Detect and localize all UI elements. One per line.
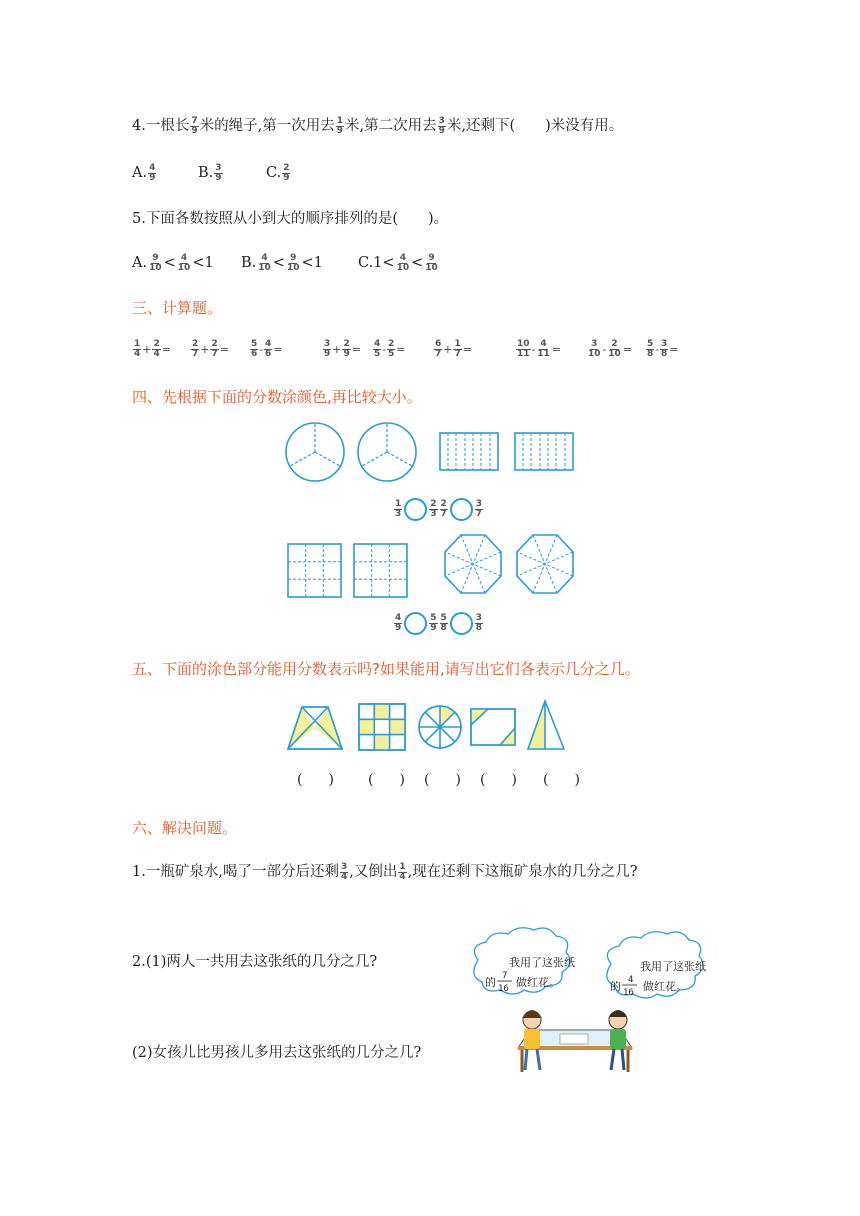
- q5-option-a: A. $\frac{9}{10}$ < $\frac{4}{10}$ <1: [132, 252, 214, 273]
- rect-sevenths-figure: [515, 433, 573, 470]
- fraction: $\frac{3}{7}$: [475, 499, 483, 519]
- compare-circle-1[interactable]: [404, 498, 427, 521]
- bubble-left-pre: 的: [485, 976, 496, 989]
- bubble-left-post: 做红花。: [516, 976, 560, 989]
- calc-item: $\frac{1}{4}$ + $\frac{2}{4}$ =: [134, 339, 171, 359]
- bubble-left-num: 7: [502, 971, 508, 981]
- square-ninths-figure: [354, 544, 407, 597]
- circle-thirds-figure: [358, 423, 416, 481]
- bubble-left-den: 16: [498, 984, 509, 994]
- bubble-left-line1: 我用了这张纸: [509, 956, 575, 969]
- answer-blank-3[interactable]: ( ): [424, 772, 461, 788]
- fraction: $\frac{2}{3}$: [430, 499, 437, 519]
- answer-blank-4[interactable]: ( ): [480, 772, 517, 788]
- bubble-right-pre: 的: [610, 980, 621, 993]
- calc-item: $\frac{5}{6}$ - $\frac{4}{6}$ =: [251, 339, 283, 359]
- q5-option-c: C.1< $\frac{4}{10}$ < $\frac{9}{10}$: [358, 252, 438, 273]
- answer-blank-1[interactable]: ( ): [297, 772, 334, 788]
- fraction: $\frac{4}{9}$: [395, 613, 402, 633]
- bubble-right-num: 4: [628, 975, 634, 985]
- children-at-table-illustration: [518, 1010, 632, 1072]
- calc-item: $\frac{3}{10}$ - $\frac{2}{10}$ =: [588, 339, 632, 359]
- bubble-right-post: 做红花。: [643, 980, 687, 993]
- q5-text: 5.下面各数按照从小到大的顺序排列的是( )。: [132, 211, 449, 227]
- section6-q1: 1.一瓶矿泉水,喝了一部分后还剩 $\frac{3}{4}$ ,又倒出 $\frac{1}{4}$ ,现在还剩下这瓶矿泉水的几分之几?: [132, 861, 638, 882]
- square-ninths-figure: [288, 544, 341, 597]
- fraction: $\frac{3}{9}$: [438, 115, 445, 136]
- bubble-right-den: 16: [623, 988, 634, 998]
- triangle-shaded-figure: [528, 701, 564, 749]
- q4-text: 4.一根长 $\frac{7}{9}$ 米的绳子,第一次用去 $\frac{1}{9}$ 米,第二次用去 $\frac{3}{9}$ 米,还剩下( )米没有用。: [132, 115, 624, 136]
- section4-title: 四、先根据下面的分数涂颜色,再比较大小。: [132, 388, 422, 406]
- octagon-eighths-figure: [445, 535, 501, 593]
- calc-item: $\frac{6}{7}$ + $\frac{1}{7}$ =: [435, 339, 472, 359]
- circle-thirds-figure: [286, 423, 344, 481]
- q4-option-a: A. $\frac{4}{9}$: [132, 162, 156, 183]
- fraction: $\frac{5}{8}$: [440, 613, 447, 633]
- calc-item: $\frac{3}{9}$ + $\frac{2}{9}$ =: [324, 339, 361, 359]
- compare-circle-2[interactable]: [450, 498, 473, 521]
- answer-blank-2[interactable]: ( ): [368, 772, 405, 788]
- compare-row-1: [393, 498, 484, 521]
- rect-sevenths-figure: [440, 433, 498, 470]
- octagon-eighths-figure: [517, 535, 573, 593]
- fraction: $\frac{7}{9}$: [191, 115, 198, 136]
- q4-option-c: C. $\frac{2}{9}$: [266, 162, 290, 183]
- fraction: $\frac{2}{7}$: [440, 499, 447, 519]
- section6-q2b: (2)女孩儿比男孩儿多用去这张纸的几分之几?: [132, 1045, 422, 1061]
- compare-row-2: [393, 612, 484, 635]
- rectangle-shaded-figure: [471, 709, 515, 745]
- answer-blank-5[interactable]: ( ): [543, 772, 580, 788]
- q5-option-b: B. $\frac{4}{10}$ < $\frac{9}{10}$ <1: [241, 252, 323, 273]
- q4-option-b: B. $\frac{3}{9}$: [198, 162, 222, 183]
- calc-item: $\frac{5}{8}$ - $\frac{3}{8}$ =: [647, 339, 679, 359]
- calc-item: $\frac{4}{5}$ - $\frac{2}{5}$ =: [374, 339, 406, 359]
- compare-circle-3[interactable]: [404, 612, 427, 635]
- fraction: $\frac{1}{3}$: [395, 499, 402, 519]
- calc-item: $\frac{10}{11}$ - $\frac{4}{11}$ =: [517, 339, 561, 359]
- fraction: $\frac{1}{9}$: [336, 115, 343, 136]
- section3-title: 三、计算题。: [132, 299, 223, 317]
- section6-title: 六、解决问题。: [132, 819, 238, 837]
- compare-circle-4[interactable]: [450, 612, 473, 635]
- grid-shaded-figure: [359, 704, 405, 750]
- circle-shaded-figure: [419, 706, 461, 748]
- trapezoid-shaded-figure: [288, 707, 342, 749]
- fraction: $\frac{5}{9}$: [430, 613, 437, 633]
- fraction: $\frac{3}{8}$: [475, 613, 483, 633]
- section6-q2a: 2.(1)两人一共用去这张纸的几分之几?: [132, 954, 378, 970]
- bubble-right-line1: 我用了这张纸: [640, 960, 706, 973]
- calc-item: $\frac{2}{7}$ + $\frac{2}{7}$ =: [192, 339, 229, 359]
- section5-title: 五、下面的涂色部分能用分数表示吗?如果能用,请写出它们各表示几分之几。: [132, 660, 640, 678]
